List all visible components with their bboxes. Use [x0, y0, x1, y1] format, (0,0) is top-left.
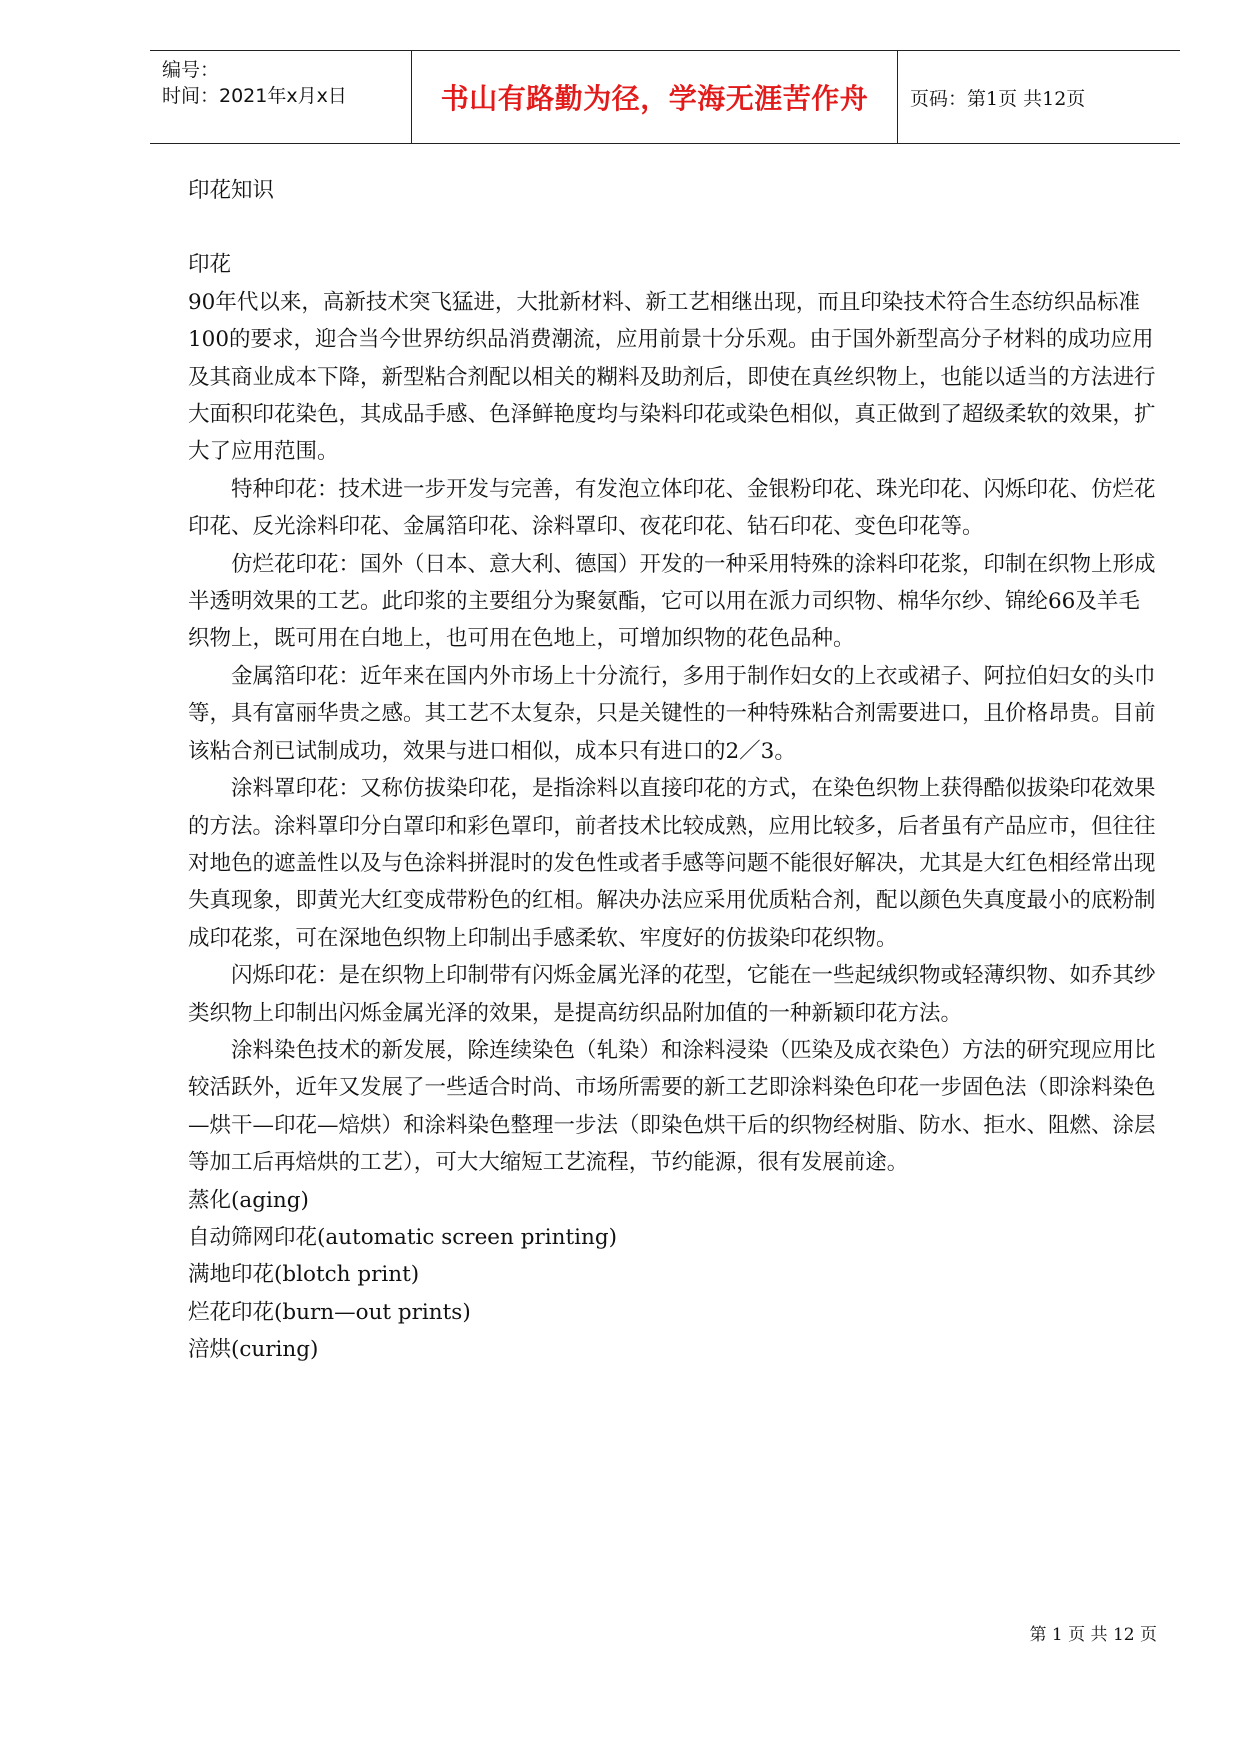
paragraph-special-printing: 特种印花：技术进一步开发与完善，有发泡立体印花、金银粉印花、珠光印花、闪烁印花、仿烂花印花、反光涂料印花、金属箔印花、涂料罩印、夜花印花、钻石印花、变色印花等。: [188, 476, 1156, 540]
document-body: [188, 172, 1158, 1369]
section-heading: 印花: [188, 252, 232, 278]
page-footer: 第 1 页 共 12 页: [1029, 1625, 1157, 1645]
paragraph-pigment-dyeing: 涂料染色技术的新发展，除连续染色（轧染）和涂料浸染（匹染及成衣染色）方法的研究现应用比较活跃外，近年又发展了一些适合时尚、市场所需要的新工艺即涂料染色印花一步固色法（即涂料染色—烘干—印花—焙烘）和涂料染色整理一步法（即染色烘干后的织物经树脂、防水、拒水、阻燃、涂层等加工后再焙烘的工艺），可大大缩短工艺流程，节约能源，很有发展前途。: [188, 1037, 1156, 1176]
term-item: 自动筛网印花(automatic screen printing): [188, 1224, 617, 1250]
header-page-cell: [898, 51, 1180, 143]
term-item: 满地印花(blotch print): [188, 1262, 420, 1288]
serial-number-label: 编号：: [162, 59, 220, 81]
paragraph-burnout-imitation: 仿烂花印花：国外（日本、意大利、德国）开发的一种采用特殊的涂料印花浆，印制在织物上形成半透明效果的工艺。此印浆的主要组分为聚氨酯，它可以用在派力司织物、棉华尔纱、锦纶66及羊毛织物上，既可用在白地上，也可用在色地上，可增加织物的花色品种。: [188, 551, 1156, 652]
term-item: 蒸化(aging): [188, 1187, 309, 1213]
paragraph-intro: 90年代以来，高新技术突飞猛进，大批新材料、新工艺相继出现，而且印染技术符合生态纺织品标准100的要求，迎合当今世界纺织品消费潮流，应用前景十分乐观。由于国外新型高分子材料的成功应用及其商业成本下降，新型粘合剂配以相关的糊料及助剂后，即使在真丝织物上，也能以适当的方法进行大面积印花染色，其成品手感、色泽鲜艳度均与染料印花或染色相似，真正做到了超级柔软的效果，扩大了应用范围。: [188, 289, 1156, 465]
document-title: 印花知识: [188, 178, 275, 203]
header-page-number: 页码：第1页 共12页: [910, 87, 1086, 110]
page-header: [150, 50, 1180, 144]
term-item: 涪烘(curing): [188, 1337, 319, 1363]
paragraph-overprint: 涂料罩印花：又称仿拔染印花，是指涂料以直接印花的方式，在染色织物上获得酷似拔染印花效果的方法。涂料罩印分白罩印和彩色罩印，前者技术比较成熟，应用比较多，后者虽有产品应市，但往往对地色的遮盖性以及与色涂料拼混时的发色性或者手感等问题不能很好解决，尤其是大红色相经常出现失真现象，即黄光大红变成带粉色的红相。解决办法应采用优质粘合剂，配以颜色失真度最小的底粉制成印花浆，可在深地色织物上印制出手感柔软、牢度好的仿拔染印花织物。: [188, 776, 1156, 951]
time-label: 时间：2021年x月x日: [162, 85, 347, 107]
paragraph-glitter-printing: 闪烁印花：是在织物上印制带有闪烁金属光泽的花型，它能在一些起绒织物或轻薄织物、如乔其纱类织物上印制出闪烁金属光泽的效果，是提高纺织品附加值的一种新颖印花方法。: [188, 963, 1156, 1026]
term-item: 烂花印花(burn—out prints): [188, 1299, 471, 1325]
paragraph-foil-printing: 金属箔印花：近年来在国内外市场上十分流行，多用于制作妇女的上衣或裙子、阿拉伯妇女的头巾等，具有富丽华贵之感。其工艺不太复杂，只是关键性的一种特殊粘合剂需要进口，且价格昂贵。目前该粘合剂已试制成功，效果与进口相似，成本只有进口的2／3。: [188, 663, 1156, 764]
header-motto-cell: [412, 51, 898, 143]
header-meta: [150, 51, 412, 143]
header-motto: 书山有路勤为径，学海无涯苦作舟: [440, 82, 869, 115]
